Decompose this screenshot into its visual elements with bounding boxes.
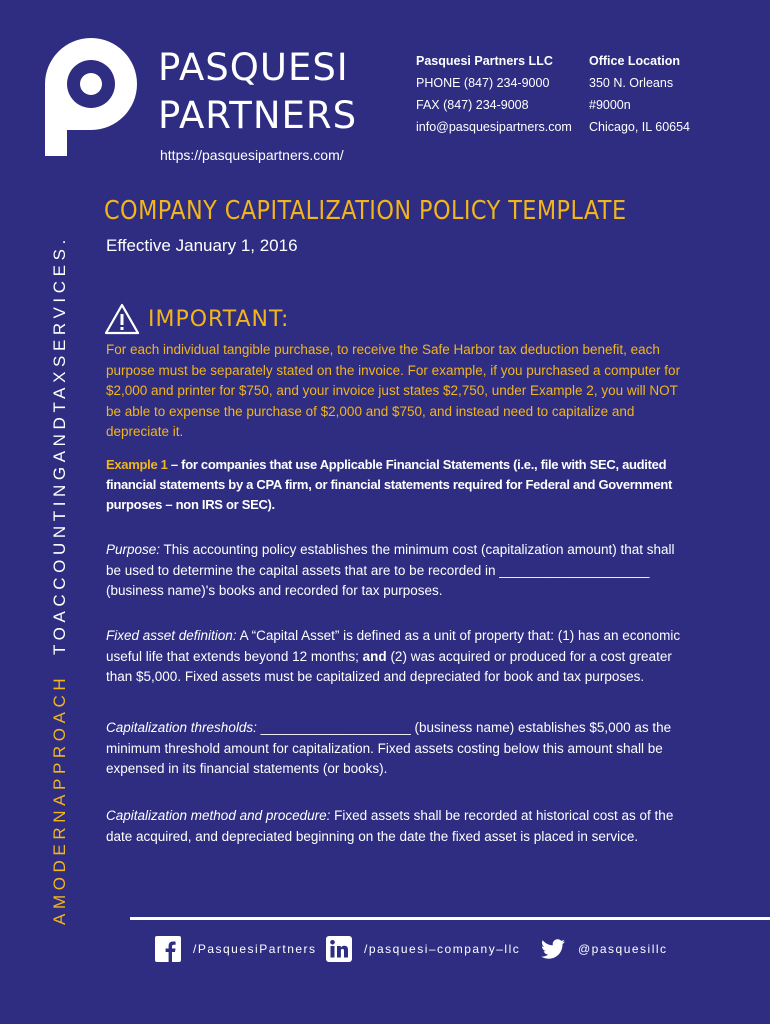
- tagline-part-2: TOACCOUNTINGANDTAXSERVICES.: [50, 235, 69, 656]
- method-label: Capitalization method and procedure:: [106, 808, 331, 823]
- logo-p-mark: [45, 38, 137, 156]
- office-address-2: #9000n: [589, 98, 631, 112]
- linkedin-icon: [326, 936, 352, 962]
- fixed-asset-label: Fixed asset definition:: [106, 628, 237, 643]
- effective-date: Effective January 1, 2016: [106, 236, 298, 255]
- example-1: [106, 455, 681, 515]
- website-link[interactable]: https://pasquesipartners.com/: [160, 147, 344, 163]
- important-heading: [104, 303, 289, 335]
- twitter-icon: [540, 936, 566, 962]
- side-tagline: [48, 200, 72, 925]
- fixed-asset-paragraph: [106, 626, 691, 688]
- office-heading: Office Location: [589, 54, 680, 68]
- footer-divider: [130, 917, 770, 920]
- important-text: For each individual tangible purchase, to receive the Safe Harbor tax deduction benefit, each purpose must be separately stated on the invoice. For example, if you purchased a computer for $2,000 and printer for $750, and your invoice just states $2,750, under Example 2, you will NOT be able to expense the purchase of $2,000 and $750, and instead need to capitalize and depreciate it.: [106, 342, 681, 439]
- threshold-label: Capitalization thresholds:: [106, 720, 257, 735]
- office-address-1: 350 N. Orleans: [589, 76, 674, 90]
- brand-name: [158, 44, 357, 140]
- example-label: Example 1: [106, 457, 168, 472]
- company-name: Pasquesi Partners LLC: [416, 54, 553, 68]
- warning-icon: [104, 303, 140, 335]
- fixed-asset-text-b: (2) was acquired or produced for a cost greater than $5,000. Fixed assets must be capitalized and depreciated for book and tax purposes.: [106, 648, 672, 684]
- office-column: [589, 50, 690, 138]
- contact-column: [416, 50, 572, 138]
- method-paragraph: [106, 806, 691, 847]
- purpose-paragraph: [106, 540, 691, 602]
- brand-line-1: PASQUESI: [158, 46, 349, 89]
- fax-number: FAX (847) 234-9008: [416, 98, 529, 112]
- facebook-icon: [155, 936, 181, 962]
- phone-number: PHONE (847) 234-9000: [416, 76, 550, 90]
- example-text: – for companies that use Applicable Financial Statements (i.e., file with SEC, audited financial statements by a CPA firm, or financial statements required for Federal and Government purposes – non IRS or SEC).: [106, 457, 673, 512]
- fixed-asset-and: and: [362, 648, 387, 664]
- tagline-part-1: AMODERNAPPROACH: [50, 673, 69, 925]
- threshold-text: ____________________ (business name) establishes $5,000 as the minimum threshold amount for capitalization. Fixed assets costing below this amount shall be expensed in its financial statements (or books).: [106, 720, 672, 776]
- office-address-3: Chicago, IL 60654: [589, 120, 691, 134]
- important-label: IMPORTANT:: [148, 306, 290, 332]
- purpose-text: This accounting policy establishes the minimum cost (capitalization amount) that shall be used to determine the capital assets that are to be recorded in ____________________ (business name)'s books and recorded for tax purposes.: [106, 542, 675, 598]
- method-text: Fixed assets shall be recorded at historical cost as of the date acquired, and depreciated beginning on the date the fixed asset is placed in service.: [106, 808, 674, 844]
- linkedin-link[interactable]: [326, 936, 520, 962]
- twitter-link[interactable]: [540, 936, 668, 962]
- brand-line-2: PARTNERS: [158, 94, 358, 137]
- threshold-paragraph: [106, 718, 691, 780]
- page-title: COMPANY CAPITALIZATION POLICY TEMPLATE: [104, 196, 627, 226]
- twitter-handle: @pasquesillc: [578, 942, 668, 956]
- facebook-link[interactable]: [155, 936, 317, 962]
- fixed-asset-text-a: A “Capital Asset” is defined as a unit of property that: (1) has an economic useful life that extends beyond 12 months;: [106, 628, 681, 664]
- facebook-handle: /PasquesiPartners: [193, 942, 317, 956]
- purpose-label: Purpose:: [106, 542, 161, 557]
- linkedin-handle: /pasquesi–company–llc: [364, 942, 521, 956]
- email-link[interactable]: info@pasquesipartners.com: [416, 120, 572, 134]
